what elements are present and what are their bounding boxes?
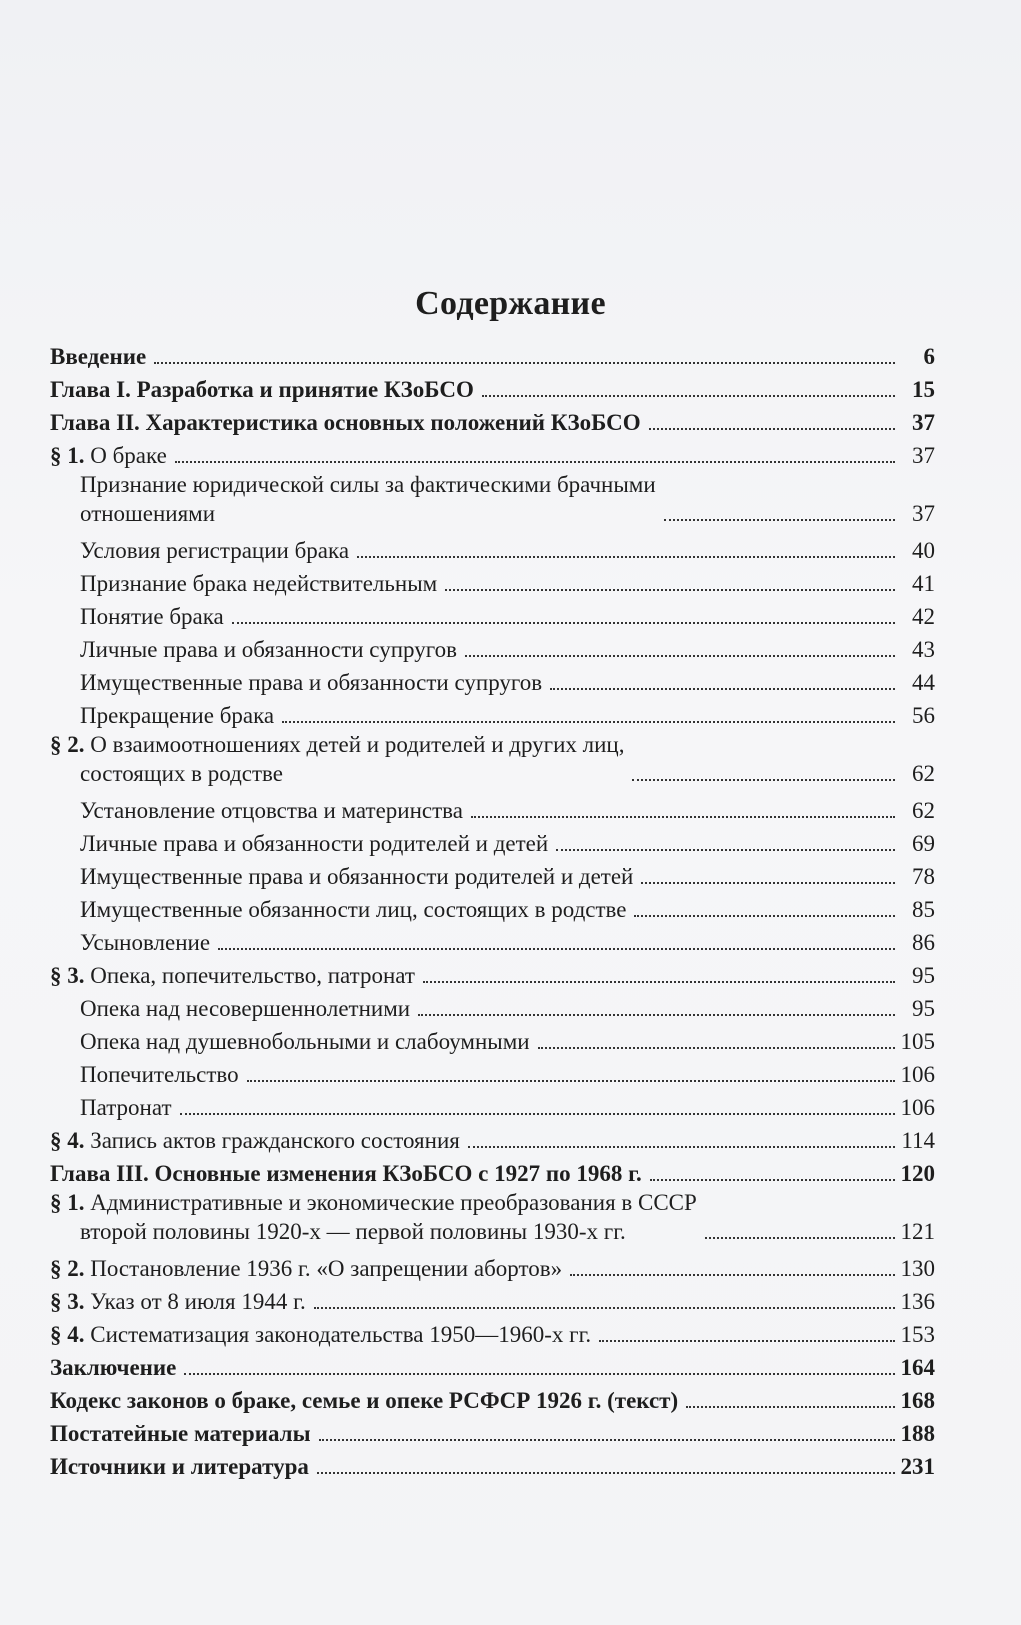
toc-page-number: 136 [900,1289,935,1314]
toc-entry-label-continuation: отношениями [80,501,216,526]
dot-leader [319,1439,895,1441]
dot-leader [175,461,895,463]
section-number: § 2. [50,732,85,757]
toc-page-number: 120 [900,1161,935,1186]
toc-page-number: 62 [912,761,935,786]
toc-page-number: 121 [900,1219,935,1244]
toc-entry-subsection[interactable] [50,990,935,1023]
toc-entry-label: Административные и экономические преобразования в СССР [90,1190,697,1215]
toc-page-number: 95 [912,963,935,988]
dot-leader [482,395,895,397]
toc-entry-label: Постатейные материалы [50,1421,311,1446]
toc-entry-subsection[interactable] [50,825,935,858]
toc-entry-label: Кодекс законов о браке, семье и опеке РСФСР 1926 г. (текст) [50,1388,679,1413]
dot-leader [634,915,895,917]
toc-page-number: 37 [912,410,935,435]
dot-leader [570,1274,894,1276]
toc-page-number: 95 [912,996,935,1021]
dot-leader [650,1179,895,1181]
toc-page-number: 78 [912,864,935,889]
toc-entry-subsection[interactable] [50,565,935,598]
toc-page-number: 6 [923,344,935,369]
toc-entry-label: Глава III. Основные изменения КЗоБСО с 1927 по 1968 г. [50,1161,642,1186]
dot-leader [314,1307,895,1309]
dot-leader [218,948,895,950]
toc-page-number: 40 [912,538,935,563]
toc-page-number: 37 [912,443,935,468]
toc-page-number: 43 [912,637,935,662]
dot-leader [357,556,895,558]
toc-entry-label: Попечительство [80,1062,239,1087]
dot-leader [445,589,895,591]
toc-page-number: 106 [900,1095,935,1120]
toc-entry-label: Опека над несовершеннолетними [80,996,411,1021]
toc-page-number: 231 [900,1454,935,1479]
toc-entry-subsection[interactable] [50,532,935,565]
dot-leader [465,655,895,657]
toc-entry-label: Установление отцовства и материнства [80,798,463,823]
toc-entry-subsection[interactable] [50,470,935,528]
toc-entry-label: Глава II. Характеристика основных положений КЗоБСО [50,410,641,435]
toc-entry-label: Признание брака недействительным [80,571,438,596]
dot-leader [247,1080,895,1082]
toc-page-number: 188 [900,1421,935,1446]
toc-entry-label: Имущественные права и обязанности супругов [80,670,543,695]
toc-page-number: 106 [900,1062,935,1087]
toc-entry-subsection[interactable] [50,858,935,891]
toc-page-number: 42 [912,604,935,629]
toc-entry-subsection[interactable] [50,697,935,730]
toc-entry-label: Личные права и обязанности родителей и детей [80,831,549,856]
toc-entry-section[interactable] [50,730,935,788]
dot-leader [705,1237,895,1239]
dot-leader [154,362,895,364]
toc-page-number: 86 [912,930,935,955]
dot-leader [418,1014,895,1016]
section-number: § 3. [50,963,85,988]
toc-entry-label: Опека над душевнобольными и слабоумными [80,1029,530,1054]
toc-entry-label: Прекращение брака [80,703,275,728]
toc-entry-label: Глава I. Разработка и принятие КЗоБСО [50,377,474,402]
toc-entry-subsection[interactable] [50,598,935,631]
table-of-contents [50,338,935,1481]
toc-entry-label: Систематизация законодательства 1950—1960-х гг. [90,1322,592,1347]
section-number: § 4. [50,1322,85,1347]
toc-entry-label: Личные права и обязанности супругов [80,637,457,662]
toc-page-number: 114 [901,1128,935,1153]
toc-entry-label: Признание юридической силы за фактическими брачными [80,472,656,497]
toc-entry-chapter-2[interactable] [50,404,935,437]
section-number: § 3. [50,1289,85,1314]
toc-page-number: 130 [900,1256,935,1281]
dot-leader [471,816,895,818]
toc-entry-section[interactable] [50,1122,935,1155]
toc-page-number: 56 [912,703,935,728]
toc-page-number: 153 [900,1322,935,1347]
toc-entry-section[interactable] [50,1188,935,1246]
page-title: Содержание [415,285,606,322]
toc-entry-subsection[interactable] [50,792,935,825]
toc-entry-label-continuation: состоящих в родстве [80,761,283,786]
dot-leader [180,1113,895,1115]
toc-page-number: 41 [912,571,935,596]
toc-entry-subsection[interactable] [50,1089,935,1122]
dot-leader [468,1146,895,1148]
toc-entry-conclusion[interactable] [50,1349,935,1382]
toc-entry-article-materials[interactable] [50,1415,935,1448]
toc-entry-label: Опека, попечительство, патронат [90,963,415,988]
toc-entry-section[interactable] [50,1250,935,1283]
dot-leader [538,1047,895,1049]
toc-entry-introduction[interactable] [50,338,935,371]
toc-page-number: 15 [912,377,935,402]
toc-entry-label: Имущественные обязанности лиц, состоящих в родстве [80,897,627,922]
dot-leader [686,1406,894,1408]
toc-entry-subsection[interactable] [50,924,935,957]
toc-entry-section[interactable] [50,437,935,470]
dot-leader [232,622,895,624]
toc-entry-label: Заключение [50,1355,177,1380]
toc-page-number: 164 [900,1355,935,1380]
toc-entry-subsection[interactable] [50,1056,935,1089]
toc-entry-label: Понятие брака [80,604,224,629]
toc-entry-label: Указ от 8 июля 1944 г. [90,1289,306,1314]
toc-entry-label: Усыновление [80,930,211,955]
dot-leader [423,981,895,983]
toc-entry-label: Патронат [80,1095,172,1120]
toc-entry-label: Имущественные права и обязанности родителей и детей [80,864,634,889]
toc-entry-label: Источники и литература [50,1454,309,1479]
toc-entry-label: Запись актов гражданского состояния [90,1128,460,1153]
section-number: § 1. [50,443,85,468]
section-number: § 1. [50,1190,85,1215]
toc-entry-code-text[interactable] [50,1382,935,1415]
toc-entry-section[interactable] [50,1316,935,1349]
toc-page-number: 85 [912,897,935,922]
toc-page-number: 168 [900,1388,935,1413]
toc-entry-chapter-1[interactable] [50,371,935,404]
dot-leader [317,1472,895,1474]
toc-entry-chapter-3[interactable] [50,1155,935,1188]
toc-entry-section[interactable] [50,957,935,990]
dot-leader [664,519,895,521]
toc-entry-label: Введение [50,344,147,369]
dot-leader [550,688,895,690]
toc-entry-label: О взаимоотношениях детей и родителей и других лиц, [90,732,625,757]
toc-entry-subsection[interactable] [50,1023,935,1056]
toc-entry-subsection[interactable] [50,631,935,664]
toc-entry-label: О браке [90,443,167,468]
dot-leader [282,721,895,723]
toc-entry-subsection[interactable] [50,891,935,924]
toc-entry-subsection[interactable] [50,664,935,697]
dot-leader [599,1340,894,1342]
section-number: § 2. [50,1256,85,1281]
toc-entry-label: Постановление 1936 г. «О запрещении абортов» [90,1256,563,1281]
section-number: § 4. [50,1128,85,1153]
dot-leader [649,428,895,430]
toc-page-number: 69 [912,831,935,856]
toc-page-number: 37 [912,501,935,526]
toc-page-number: 62 [912,798,935,823]
toc-entry-label: Условия регистрации брака [80,538,350,563]
dot-leader [641,882,895,884]
toc-entry-section[interactable] [50,1283,935,1316]
toc-page-number: 44 [912,670,935,695]
toc-entry-label-continuation: второй половины 1920-х — первой половины 1930-х гг. [80,1219,626,1244]
toc-page-number: 105 [900,1029,935,1054]
dot-leader [556,849,895,851]
toc-entry-sources[interactable] [50,1448,935,1481]
dot-leader [632,779,895,781]
dot-leader [184,1373,894,1375]
